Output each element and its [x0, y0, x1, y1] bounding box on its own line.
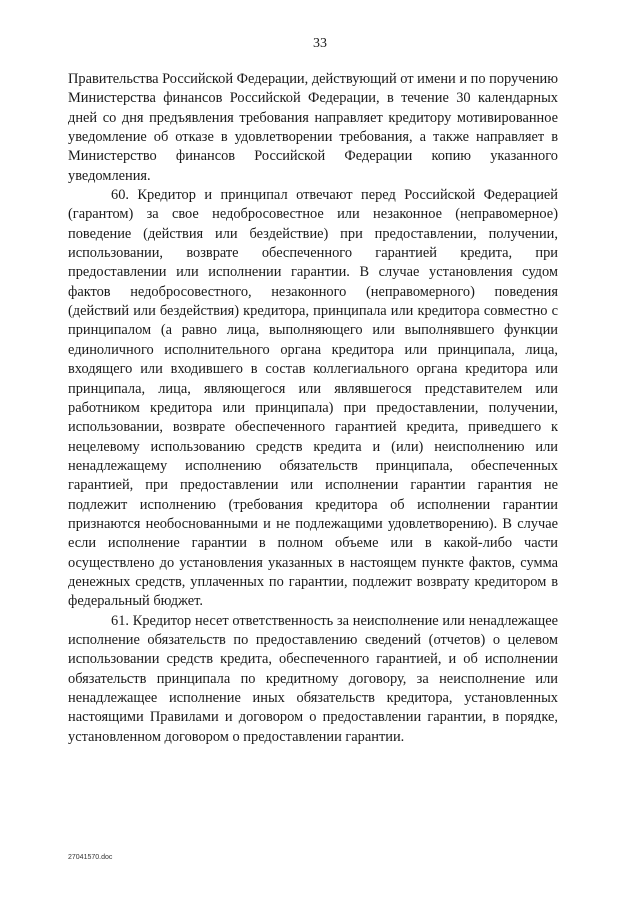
- paragraph-continuation: Правительства Российской Федерации, действующий от имени и по поручению Министерства финансов Российской Федерации, в течение 30 календарных дней со дня предъявления требования направляет кредитору мотивированное уведомление об отказе в удовлетворении требования, а также направляет в Министерство финансов Российской Федерации копию указанного уведомления.: [68, 71, 559, 184]
- footer-document-code: 27041570.doc: [68, 854, 113, 861]
- page-number: 33: [313, 36, 327, 51]
- paragraph-61: 61. Кредитор несет ответственность за неисполнение или ненадлежащее исполнение обязательств по предоставлению сведений (отчетов) о целевом использовании средств кредита, обеспеченного гарантией, и об исполнении обязательств принципала по кредитному договору, за неисполнение или ненадлежащее исполнение иных обязательств кредитора, установленных настоящими Правилами и договором о предоставлении гарантии, в порядке, установленном договором о предоставлении гарантии.: [68, 612, 558, 745]
- document-body: [68, 70, 558, 747]
- paragraph-60: 60. Кредитор и принципал отвечают перед Российской Федерацией (гарантом) за свое недобросовестное или незаконное (неправомерное) поведение (действия или бездействие) при предоставлении, получении, использовании, возврате обеспеченного гарантией кредита, при предоставлении или исполнении гарантии. В случае установления судом фактов недобросовестного, незаконного (неправомерного) поведения (действий или бездействия) кредитора, принципала или кредитора совместно с принципалом (а равно лица, выполняющего или выполнявшего функции единоличного исполнительного органа кредитора или принципала, лица, входящего или входившего в состав коллегиального органа кредитора или принципала, лица, являющегося или являвшегося представителем или работником кредитора или принципала) при предоставлении, получении, использовании, возврате обеспеченного гарантией кредита, приведшего к нецелевому использованию средств кредита и (или) неисполнению или ненадлежащему исполнению обязательств принципала, обеспеченных гарантией, при предоставлении или исполнении гарантии гарантия не подлежит исполнению (требования кредитора об исполнении гарантии признаются необоснованными и не подлежащими удовлетворению). В случае если исполнение гарантии в полном объеме или в какой-либо части осуществлено до установления указанных в настоящем пункте фактов, сумма денежных средств, уплаченных по гарантии, подлежит возврату кредитором в федеральный бюджет.: [68, 187, 558, 610]
